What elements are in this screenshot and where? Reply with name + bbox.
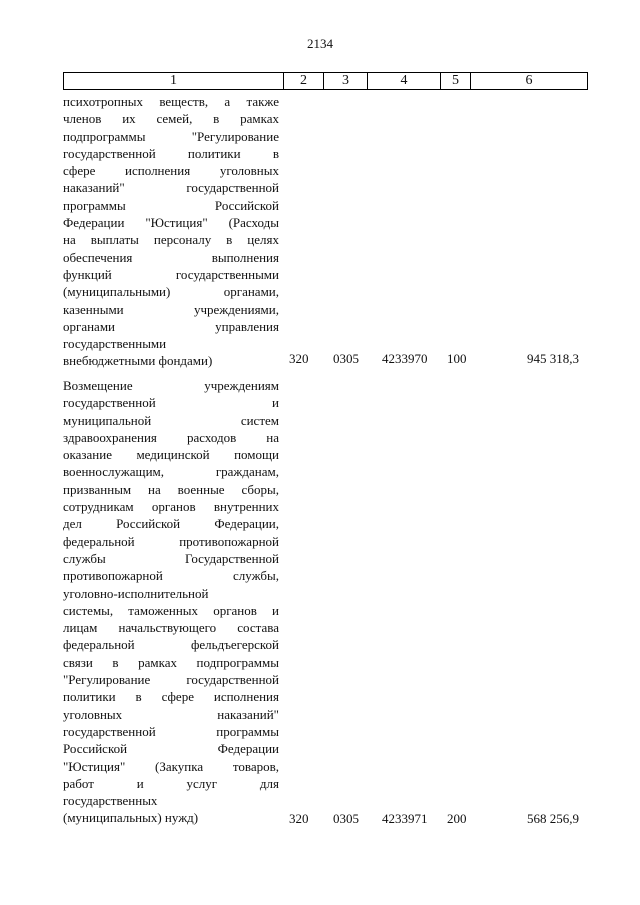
description-line: (муниципальными) органами, (63, 284, 279, 300)
description-line: лицам начальствующего состава (63, 620, 279, 636)
description-line: Возмещение учреждениям (63, 378, 279, 393)
column-header-4: 4 (368, 73, 441, 89)
table-row-2-description (63, 377, 279, 827)
table-row-1-col3: 0305 (333, 351, 359, 366)
page-number: 2134 (307, 36, 333, 51)
description-line: членов их семей, в рамках (63, 111, 279, 127)
description-line: уголовно-исполнительной (63, 585, 209, 601)
description-line: системы, таможенных органов и (63, 602, 279, 618)
description-line: связи в рамках подпрограммы (63, 654, 279, 670)
description-line: работ и услуг для (63, 775, 279, 791)
description-line: функций государственными (63, 266, 279, 282)
description-line: (муниципальных) нужд) (63, 810, 199, 826)
table-row-2-col4: 4233971 (382, 811, 428, 826)
description-line: государственных (63, 793, 158, 809)
table-row-2-col6: 568 256,9 (527, 811, 579, 826)
description-line: военнослужащим, гражданам, (63, 464, 279, 480)
description-line: казенными учреждениями, (63, 301, 279, 317)
description-line: уголовных наказаний" (63, 706, 279, 722)
description-line: противопожарной службы, (63, 568, 279, 584)
description-line: призванным на военные сборы, (63, 481, 279, 497)
description-line: сотрудникам органов внутренних (63, 499, 279, 515)
description-line: обеспечения выполнения (63, 249, 279, 265)
description-line: наказаний" государственной (63, 180, 279, 196)
description-line: программы Российской (63, 197, 279, 213)
table-row-1-description (63, 93, 279, 370)
description-line: психотропных веществ, а также (63, 94, 279, 109)
description-line: на выплаты персоналу в целях (63, 232, 279, 248)
description-line: внебюджетными фондами) (63, 353, 213, 369)
table-row-2-col5: 200 (447, 811, 467, 826)
description-line: "Регулирование государственной (63, 672, 279, 688)
description-line: оказание медицинской помощи (63, 447, 279, 463)
description-line: "Юстиция" (Закупка товаров, (63, 758, 279, 774)
description-line: муниципальной систем (63, 412, 279, 428)
table-row-1-col4: 4233970 (382, 351, 428, 366)
description-line: сфере исполнения уголовных (63, 163, 279, 179)
table-row-1-col5: 100 (447, 351, 467, 366)
description-line: Федерации "Юстиция" (Расходы (63, 215, 279, 231)
table-row-1-col2: 320 (289, 351, 309, 366)
description-line: политики в сфере исполнения (63, 689, 279, 705)
column-header-6: 6 (525, 73, 533, 88)
description-line: государственной политики в (63, 145, 279, 161)
table-row-1-col6: 945 318,3 (527, 351, 579, 366)
description-line: подпрограммы "Регулирование (63, 128, 279, 144)
description-line: государственными (63, 336, 167, 352)
description-line: здравоохранения расходов на (63, 429, 279, 445)
column-header-3: 3 (324, 73, 368, 89)
description-line: Российской Федерации (63, 741, 279, 757)
description-line: государственной и (63, 395, 279, 411)
description-line: дел Российской Федерации, (63, 516, 279, 532)
description-line: службы Государственной (63, 550, 279, 566)
column-header-5: 5 (441, 73, 471, 89)
description-line: федеральной противопожарной (63, 533, 279, 549)
table-header-row (63, 72, 588, 90)
description-line: органами управления (63, 318, 279, 334)
column-header-1: 1 (64, 73, 284, 89)
column-header-2: 2 (284, 73, 324, 89)
description-line: государственной программы (63, 723, 279, 739)
table-row-2-col3: 0305 (333, 811, 359, 826)
description-line: федеральной фельдъегерской (63, 637, 279, 653)
table-row-2-col2: 320 (289, 811, 309, 826)
